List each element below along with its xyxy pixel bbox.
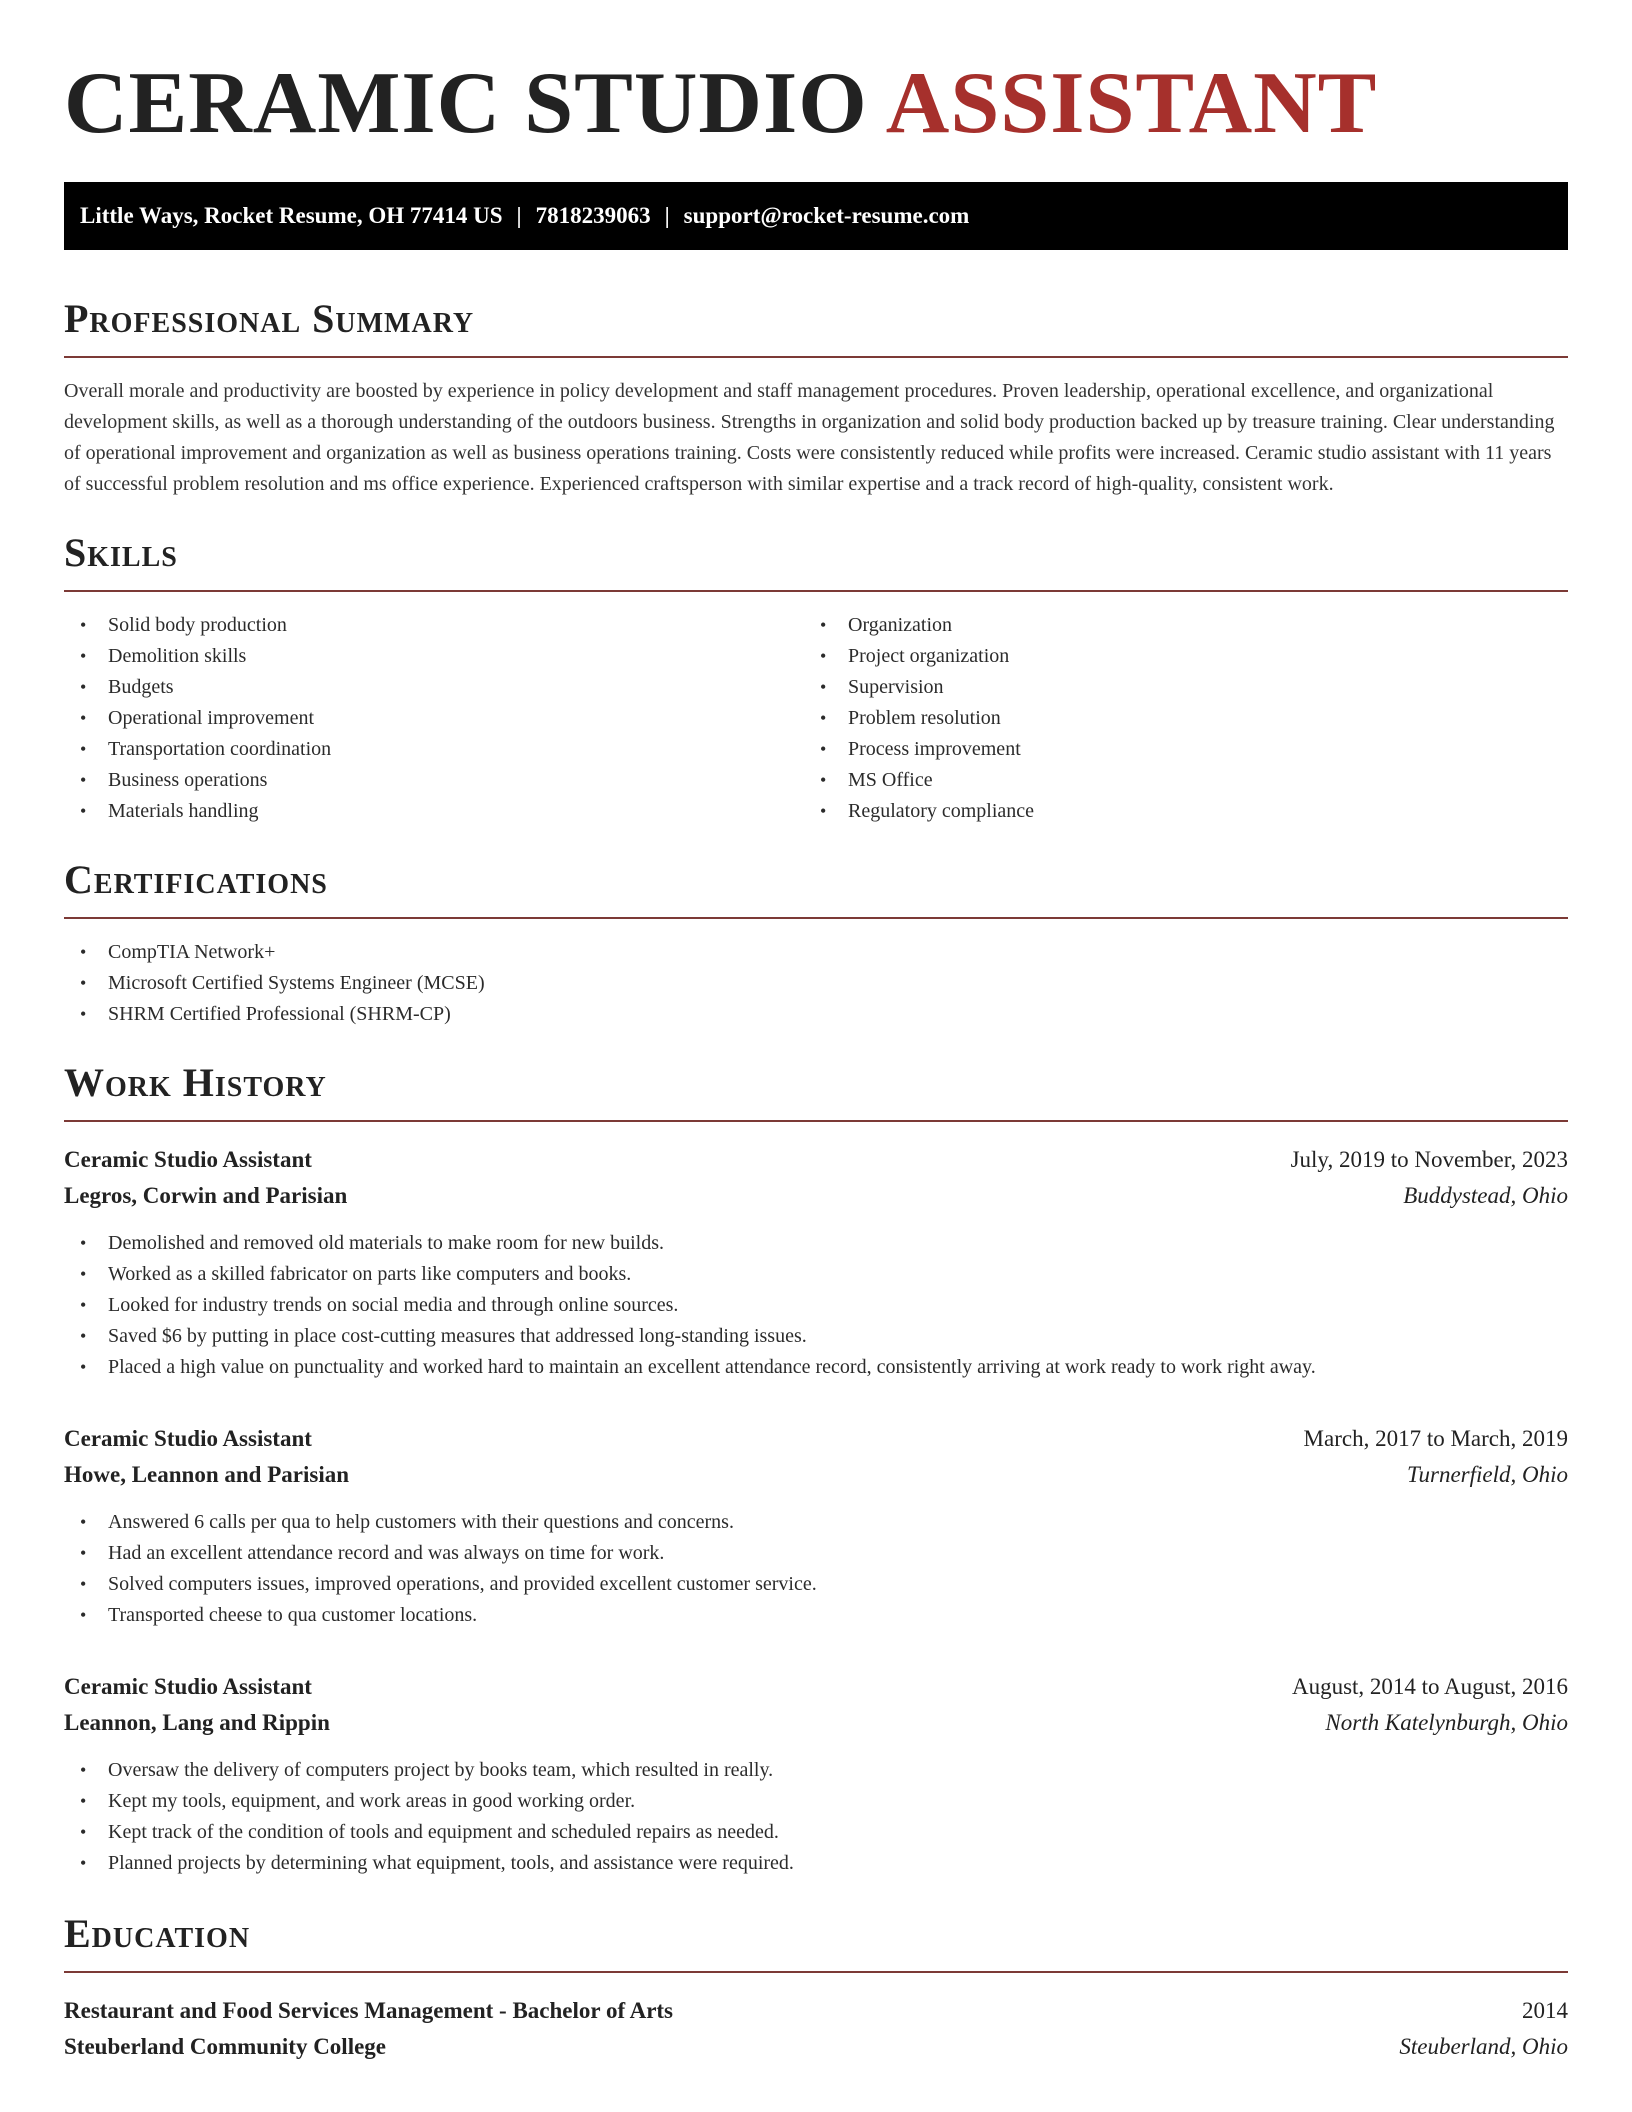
certification-item: • Microsoft Certified Systems Engineer (MCSE) [64,968,1568,999]
skill-item: • Project organization [804,641,1544,672]
job-dates: March, 2017 to March, 2019 [1303,1426,1568,1451]
education-school: Steuberland Community College [64,2034,386,2059]
job-location: Turnerfield, Ohio [1406,1462,1568,1487]
job-bullet: • Had an excellent attendance record and was always on time for work. [64,1538,1568,1569]
skill-item: • Regulatory compliance [804,796,1544,827]
skill-item: • Problem resolution [804,703,1544,734]
section-divider [64,1120,1568,1122]
job-entry [64,1421,1568,1631]
job-dates: August, 2014 to August, 2016 [1291,1674,1568,1699]
section-title-summary: Professional Summary [64,296,475,341]
job-bullet: • Kept my tools, equipment, and work areas in good working order. [64,1786,1568,1817]
skills-list-right [804,610,1544,827]
job-bullet: • Transported cheese to qua customer locations. [64,1600,1568,1631]
section-title-skills: Skills [64,530,178,575]
section-title-work-history: Work History [64,1060,327,1105]
education-year: 2014 [1522,1998,1568,2023]
certifications-list [64,937,1568,1030]
job-bullet: • Placed a high value on punctuality and worked hard to maintain an excellent attendance record, consistently arriving at work ready to work right away. [64,1352,1568,1383]
job-bullet: • Demolished and removed old materials to make room for new builds. [64,1228,1568,1259]
job-bullet: • Worked as a skilled fabricator on parts like computers and books. [64,1259,1568,1290]
contact-address: Little Ways, Rocket Resume, OH 77414 US [80,203,503,228]
job-title: Ceramic Studio Assistant [64,1674,312,1699]
skill-item: • Demolition skills [64,641,804,672]
contact-phone: 7818239063 [535,203,651,228]
skill-item: • Process improvement [804,734,1544,765]
job-company: Leannon, Lang and Rippin [64,1710,330,1735]
section-title-certifications: Certifications [64,857,328,902]
contact-separator: | [664,203,670,228]
education-section [64,1911,1568,2065]
skill-item: • Organization [804,610,1544,641]
job-bullets [64,1228,1568,1383]
job-location: North Katelynburgh, Ohio [1325,1710,1568,1735]
contact-separator: | [516,203,522,228]
section-divider [64,917,1568,919]
skills-grid [64,610,1568,827]
name-part-1: CERAMIC STUDIO [64,55,868,152]
certifications-section [64,857,1568,1030]
name-part-2: ASSISTANT [885,55,1378,152]
skill-item: • Materials handling [64,796,804,827]
job-dates: July, 2019 to November, 2023 [1290,1147,1568,1172]
job-location: Buddystead, Ohio [1403,1183,1568,1208]
certification-item: • CompTIA Network+ [64,937,1568,968]
work-history-section [64,1060,1568,1879]
professional-summary-section [64,296,1568,500]
section-title-education: Education [64,1911,251,1956]
job-title: Ceramic Studio Assistant [64,1147,312,1172]
job-entry [64,1142,1568,1383]
skill-item: • Solid body production [64,610,804,641]
section-divider [64,1971,1568,1973]
skills-section [64,530,1568,827]
skills-list-left [64,610,804,827]
education-location: Steuberland, Ohio [1399,2034,1568,2059]
education-entry [64,1993,1568,2065]
job-bullet: • Answered 6 calls per qua to help customers with their questions and concerns. [64,1507,1568,1538]
job-title: Ceramic Studio Assistant [64,1426,312,1451]
job-bullet: • Kept track of the condition of tools and equipment and scheduled repairs as needed. [64,1817,1568,1848]
summary-text: Overall morale and productivity are boosted by experience in policy development and staff management procedures. Proven leadership, operational excellence, and organizational development skills, as well as a thorough understanding of the outdoors business. Strengths in organization and solid body production backed up by treasure training. Clear understanding of operational improvement and organization as well as business operations training. Costs were consistently reduced while profits were increased. Ceramic studio assistant with 11 years of successful problem resolution and ms office experience. Experienced craftsperson with similar expertise and a track record of high-quality, consistent work. [64,380,1555,495]
job-company: Howe, Leannon and Parisian [64,1462,349,1487]
skill-item: • Transportation coordination [64,734,804,765]
job-bullet: • Saved $6 by putting in place cost-cutting measures that addressed long-standing issues. [64,1321,1568,1352]
skill-item: • Supervision [804,672,1544,703]
contact-bar [64,182,1568,250]
job-bullets [64,1507,1568,1631]
certification-item: • SHRM Certified Professional (SHRM-CP) [64,999,1568,1030]
skill-item: • Budgets [64,672,804,703]
job-bullets [64,1755,1568,1879]
resume-name [64,55,1568,152]
job-bullet: • Planned projects by determining what equipment, tools, and assistance were required. [64,1848,1568,1879]
section-divider [64,590,1568,592]
job-bullet: • Solved computers issues, improved operations, and provided excellent customer service. [64,1569,1568,1600]
job-company: Legros, Corwin and Parisian [64,1183,348,1208]
contact-email: support@rocket-resume.com [683,203,970,228]
skill-item: • Business operations [64,765,804,796]
skill-item: • Operational improvement [64,703,804,734]
skill-item: • MS Office [804,765,1544,796]
job-bullet: • Oversaw the delivery of computers project by books team, which resulted in really. [64,1755,1568,1786]
job-bullet: • Looked for industry trends on social media and through online sources. [64,1290,1568,1321]
job-entry [64,1669,1568,1879]
education-degree: Restaurant and Food Services Management - Bachelor of Arts [64,1998,674,2023]
section-divider [64,356,1568,358]
